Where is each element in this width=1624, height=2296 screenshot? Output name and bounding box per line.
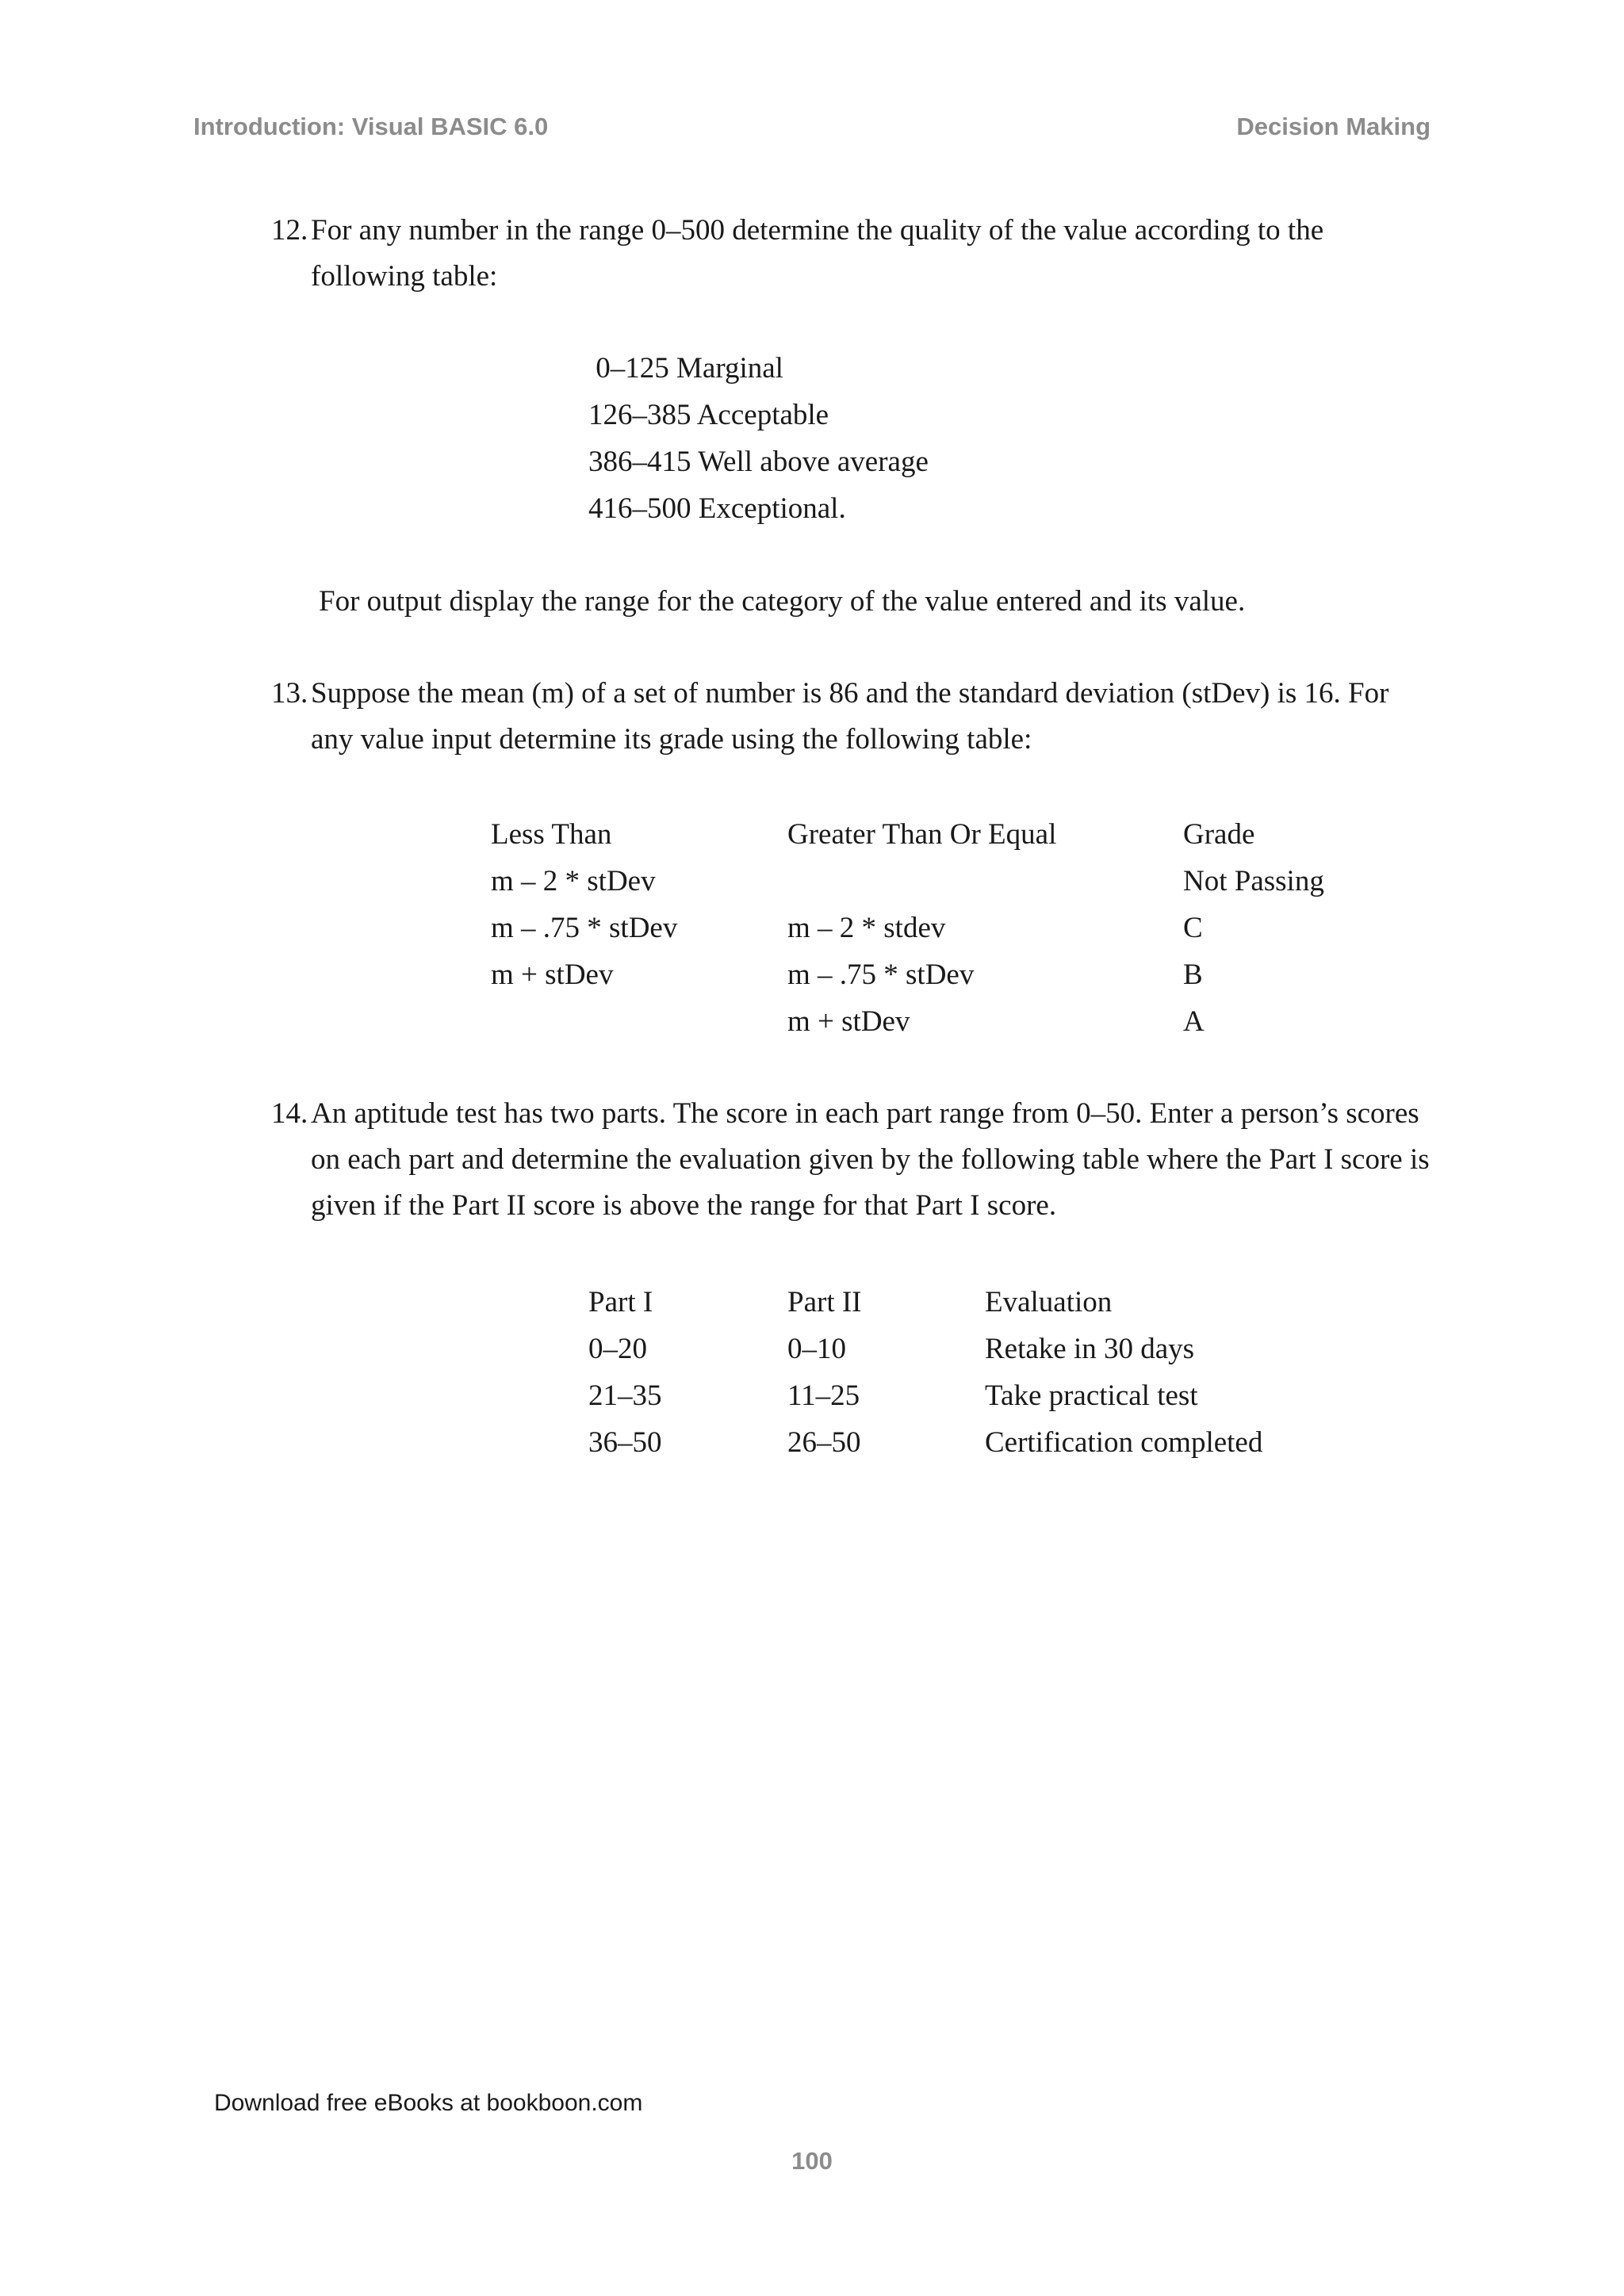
question-13 xyxy=(271,671,1437,763)
table-row xyxy=(0,1372,1624,1419)
table-cell: Retake in 30 days xyxy=(985,1333,1195,1365)
table-cell: B xyxy=(1183,959,1203,991)
output-note: For output display the range for the category of the value entered and its value. xyxy=(319,585,1246,618)
table-cell: 11–25 xyxy=(787,1380,860,1412)
running-head-left: Introduction: Visual BASIC 6.0 xyxy=(193,113,549,140)
table-cell: Take practical test xyxy=(985,1380,1198,1412)
range-item: 416–500 Exceptional. xyxy=(588,492,846,525)
question-12-text: For any number in the range 0–500 determine the quality of the value according to the following table: xyxy=(311,214,1324,293)
question-14-number: 14. xyxy=(271,1097,308,1130)
table-cell: m – 2 * stDev xyxy=(491,865,656,897)
question-13-text: Suppose the mean (m) of a set of number is 86 and the standard deviation (stDev) is 16. For any value input determine its grade using the following table: xyxy=(311,677,1389,756)
question-14-text: An aptitude test has two parts. The score in each part range from 0–50. Enter a person’s scores on each part and determine the evaluation given by the following table where the Part I score is given if the Part II score is above the range for that Part I score. xyxy=(311,1097,1430,1222)
table-cell: 0–10 xyxy=(787,1333,846,1365)
download-ebooks-link[interactable]: Download free eBooks at bookboon.com xyxy=(214,2090,643,2116)
table-header-row xyxy=(0,811,1624,858)
table-cell: m – .75 * stDev xyxy=(491,912,678,944)
table-cell: Not Passing xyxy=(1183,865,1324,897)
running-head-right: Decision Making xyxy=(1236,113,1431,140)
table-cell: m + stDev xyxy=(787,1005,910,1038)
table-row xyxy=(0,1419,1624,1466)
quality-range-list xyxy=(588,345,929,532)
table-cell: m – .75 * stDev xyxy=(787,959,975,991)
table-row xyxy=(0,858,1624,905)
table-row xyxy=(0,905,1624,951)
grade-table xyxy=(0,811,1624,1045)
table-cell: 26–50 xyxy=(787,1426,861,1459)
table-cell: C xyxy=(1183,912,1203,944)
table-cell: m + stDev xyxy=(491,959,614,991)
question-12-number: 12. xyxy=(271,214,308,247)
table-cell: 21–35 xyxy=(588,1380,662,1412)
question-13-number: 13. xyxy=(271,677,308,710)
table-header-cell: Less Than xyxy=(491,818,612,851)
table-cell: Certification completed xyxy=(985,1426,1263,1459)
table-header-cell: Part I xyxy=(588,1286,653,1318)
question-12 xyxy=(271,208,1437,300)
table-cell: m – 2 * stdev xyxy=(787,912,946,944)
table-header-cell: Greater Than Or Equal xyxy=(787,818,1057,851)
table-cell: 36–50 xyxy=(588,1426,662,1459)
question-14 xyxy=(271,1091,1437,1229)
table-row xyxy=(0,951,1624,998)
table-header-cell: Part II xyxy=(787,1286,862,1318)
table-header-cell: Grade xyxy=(1183,818,1255,851)
table-row xyxy=(0,998,1624,1045)
table-row xyxy=(0,1326,1624,1372)
aptitude-table xyxy=(0,1279,1624,1466)
page-number: 100 xyxy=(791,2147,833,2175)
table-cell: A xyxy=(1183,1005,1205,1038)
range-item: 126–385 Acceptable xyxy=(588,399,829,431)
table-header-cell: Evaluation xyxy=(985,1286,1113,1318)
table-cell: 0–20 xyxy=(588,1333,647,1365)
table-header-row xyxy=(0,1279,1624,1326)
range-item: 0–125 Marginal xyxy=(588,352,783,385)
range-item: 386–415 Well above average xyxy=(588,446,929,478)
